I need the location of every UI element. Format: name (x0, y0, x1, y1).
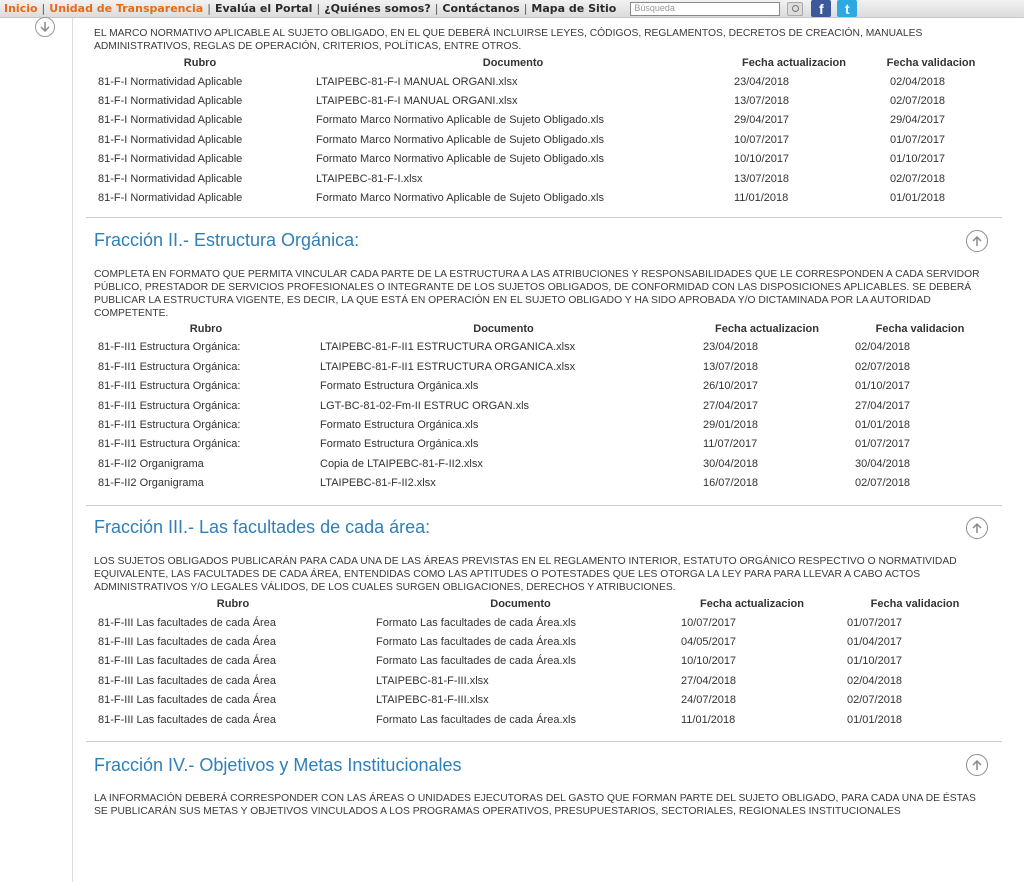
document-link[interactable]: Copia de LTAIPEBC-81-F-II2.xlsx (320, 457, 483, 470)
table-row (94, 169, 994, 188)
table-cell: 81-F-I Normatividad Aplicable (98, 172, 243, 185)
table-cell: 10/10/2017 (734, 153, 790, 166)
column-header: Fecha actualizacion (742, 57, 846, 69)
nav-link-1[interactable]: Unidad de Transparencia (49, 2, 204, 15)
section-title: Fracción IV.- Objetivos y Metas Institucionales (94, 754, 462, 775)
table-cell: 01/01/2018 (847, 713, 903, 726)
table-cell: 11/01/2018 (734, 192, 789, 205)
column-header: Rubro (189, 322, 223, 335)
document-link[interactable]: Formato Marco Normativo Aplicable de Sujeto Obligado.xls (316, 153, 604, 166)
column-header: Fecha validacion (886, 57, 976, 69)
document-link[interactable]: LTAIPEBC-81-F-III.xlsx (376, 694, 489, 707)
table-row (94, 111, 994, 130)
document-link[interactable]: LTAIPEBC-81-F-I MANUAL ORGANI.xlsx (316, 95, 518, 108)
section-title: Fracción III.- Las facultades de cada área: (94, 517, 431, 538)
table-row (94, 130, 994, 149)
document-link[interactable]: LTAIPEBC-81-F-III.xlsx (376, 674, 489, 687)
documents-table (94, 54, 994, 208)
table-cell: 30/04/2018 (855, 457, 911, 470)
table-row (94, 435, 995, 454)
table-row (94, 690, 995, 709)
table-cell: 27/04/2017 (855, 399, 911, 412)
gutter-divider (72, 18, 73, 882)
table-cell: 16/07/2018 (703, 477, 759, 490)
table-cell: 02/07/2018 (890, 172, 946, 185)
table-cell: 81-F-I Normatividad Aplicable (98, 95, 243, 108)
table-cell: 81-F-I Normatividad Aplicable (98, 153, 243, 166)
table-cell: 01/10/2017 (847, 655, 903, 668)
nav-link-2[interactable]: Evalúa el Portal (214, 2, 313, 15)
table-cell: 11/07/2017 (703, 438, 758, 451)
twitter-icon[interactable]: t (837, 0, 857, 17)
column-header: Fecha validacion (870, 597, 960, 610)
section-description: LOS SUJETOS OBLIGADOS PUBLICARÁN PARA CADA UNA DE LAS ÁREAS PREVISTAS EN EL REGLAMENTO INTERIOR, ESTATUTO ORGÁNICO RESPECTIVO O NORMATIVIDAD EQUIVALENTE, LAS FACULTADES DE CADA ÁREA, ENTENDIDAS COMO LAS APTITUDES O POTESTADES QUE LES OTORGA LA LEY PARA PARA LLEVAR A CABO ACTOS ADMINISTRATIVOS Y/O LEGALES VÁLIDOS, DE LOS CUALES SURGEN OBLIGACIONES, DERECHOS Y ATRIBUCIONES. (94, 555, 957, 593)
top-nav-bar (0, 0, 1024, 18)
table-cell: 24/07/2018 (681, 694, 737, 707)
document-link[interactable]: LTAIPEBC-81-F-II2.xlsx (320, 477, 436, 490)
table-row (94, 710, 995, 729)
table-cell: 81-F-I Normatividad Aplicable (98, 133, 243, 146)
nav-link-5[interactable]: Mapa de Sitio (531, 2, 617, 15)
table-cell: 01/01/2018 (855, 418, 911, 431)
scroll-up-icon[interactable] (966, 754, 988, 776)
table-row (94, 377, 995, 396)
table-cell: 01/10/2017 (855, 380, 911, 393)
document-link[interactable]: LTAIPEBC-81-F-I MANUAL ORGANI.xlsx (316, 75, 518, 88)
section-description: COMPLETA EN FORMATO QUE PERMITA VINCULAR CADA PARTE DE LA ESTRUCTURA A LAS ATRIBUCIONES Y RESPONSABILIDADES QUE LE CORRESPONDEN A CADA SERVIDOR PÚBLICO, PRESTADOR DE SERVICIOS PROFESIONALES O INTEGRANTE DE LOS SUJETOS OBLIGADOS, DE CONFORMIDAD CON LAS DISPOSICIONES APLICABLES. SE DEBERÁ PUBLICAR LA ESTRUCTURA VIGENTE, ES DECIR, LA QUE ESTÁ EN OPERACIÓN EN EL SUJETO OBLIGADO Y HA SIDO APROBADA Y/O DICTAMINADA POR LA AUTORIDAD COMPETENTE. (94, 268, 980, 319)
document-link[interactable]: Formato Las facultades de cada Área.xls (376, 616, 576, 629)
table-cell: 04/05/2017 (681, 635, 737, 648)
column-header: Rubro (216, 597, 250, 610)
column-header: Documento (473, 322, 534, 335)
nav-link-0[interactable]: Inicio (4, 2, 38, 15)
document-link[interactable]: Formato Estructura Orgánica.xls (320, 438, 479, 451)
column-header: Documento (482, 57, 544, 69)
document-link[interactable]: Formato Las facultades de cada Área.xls (376, 713, 576, 726)
document-link[interactable]: Formato Marco Normativo Aplicable de Sujeto Obligado.xls (316, 133, 604, 146)
table-row (94, 473, 995, 492)
table-cell: 81-F-III Las facultades de cada Área (98, 635, 276, 648)
table-header-row (94, 320, 995, 338)
table-cell: 02/04/2018 (890, 75, 946, 88)
table-cell: 02/07/2018 (890, 95, 946, 108)
document-link[interactable]: Formato Estructura Orgánica.xls (320, 418, 479, 431)
table-cell: 01/07/2017 (847, 616, 903, 629)
table-cell: 11/01/2018 (681, 713, 736, 726)
table-cell: 81-F-III Las facultades de cada Área (98, 694, 276, 707)
section-divider (86, 505, 1002, 506)
table-cell: 81-F-II2 Organigrama (98, 457, 204, 470)
table-cell: 10/10/2017 (681, 655, 737, 668)
nav-link-3[interactable]: ¿Quiénes somos? (324, 2, 431, 15)
table-header-row (94, 54, 994, 72)
table-cell: 81-F-II1 Estructura Orgánica: (98, 399, 241, 412)
table-cell: 02/07/2018 (855, 360, 911, 373)
table-cell: 30/04/2018 (703, 457, 759, 470)
document-link[interactable]: Formato Las facultades de cada Área.xls (376, 635, 576, 648)
table-cell: 27/04/2017 (703, 399, 759, 412)
nav-separator: | (523, 2, 528, 15)
search-input[interactable]: Búsqueda (630, 2, 780, 16)
table-cell: 23/04/2018 (734, 75, 790, 88)
table-row (94, 632, 995, 651)
documents-table (94, 320, 995, 493)
table-row (94, 396, 995, 415)
table-cell: 02/04/2018 (847, 674, 903, 687)
section-divider (86, 741, 1002, 742)
table-header-row (94, 595, 995, 613)
table-cell: 81-F-II1 Estructura Orgánica: (98, 341, 241, 354)
table-cell: 81-F-I Normatividad Aplicable (98, 192, 243, 205)
table-cell: 81-F-I Normatividad Aplicable (98, 114, 243, 127)
table-cell: 02/04/2018 (855, 341, 911, 354)
nav-link-4[interactable]: Contáctanos (442, 2, 520, 15)
table-row (94, 454, 995, 473)
table-cell: 10/07/2017 (734, 133, 790, 146)
column-header: Documento (490, 597, 551, 610)
table-cell: 81-F-I Normatividad Aplicable (98, 75, 243, 88)
table-row (94, 415, 995, 434)
table-cell: 10/07/2017 (681, 616, 737, 629)
section-fraccion-iv (86, 745, 1002, 818)
document-link[interactable]: Formato Marco Normativo Aplicable de Sujeto Obligado.xls (316, 114, 604, 127)
document-link[interactable]: Formato Marco Normativo Aplicable de Sujeto Obligado.xls (316, 192, 604, 205)
table-cell: 81-F-II1 Estructura Orgánica: (98, 438, 241, 451)
section-description: LA INFORMACIÓN DEBERÁ CORRESPONDER CON LAS ÁREAS O UNIDADES EJECUTORAS DEL GASTO QUE FORMAN PARTE DEL SUJETO OBLIGADO, PARA CADA UNA DE ÉSTAS SE PUBLICARÁN SUS METAS Y OBJETIVOS VINCULADOS A LOS PROGRAMAS OPERATIVOS, PRESUPUESTARIOS, SECTORIALES, REGIONALES INSTITUCIONALES (94, 793, 976, 818)
table-cell: 29/01/2018 (703, 418, 759, 431)
table-row (94, 150, 994, 169)
nav-separator: | (41, 2, 46, 15)
section-fraccion-iii (86, 508, 1002, 741)
column-header: Fecha actualizacion (700, 597, 804, 610)
scroll-down-icon[interactable] (35, 17, 55, 37)
table-cell: 81-F-III Las facultades de cada Área (98, 674, 276, 687)
table-cell: 02/07/2018 (855, 477, 911, 490)
table-row (94, 613, 995, 632)
table-cell: 01/01/2018 (890, 192, 946, 205)
table-cell: 13/07/2018 (734, 95, 790, 108)
documents-table (94, 595, 995, 729)
column-header: Fecha validacion (875, 322, 965, 335)
section-title: Fracción II.- Estructura Orgánica: (94, 230, 360, 251)
table-row (94, 91, 994, 110)
facebook-icon[interactable]: f (811, 0, 831, 17)
table-cell: 81-F-II1 Estructura Orgánica: (98, 380, 241, 393)
table-cell: 01/07/2017 (890, 133, 946, 146)
table-row (94, 72, 994, 91)
table-cell: 29/04/2017 (734, 114, 790, 127)
section-fraccion-ii (86, 221, 1002, 505)
table-cell: 02/07/2018 (847, 694, 903, 707)
table-cell: 81-F-II1 Estructura Orgánica: (98, 418, 241, 431)
nav-separator: | (316, 2, 321, 15)
table-cell: 13/07/2018 (734, 172, 790, 185)
table-cell: 81-F-II2 Organigrama (98, 477, 204, 490)
main-nav (0, 2, 616, 15)
table-row (94, 188, 994, 207)
search-button[interactable] (787, 2, 803, 16)
scroll-up-icon[interactable] (966, 230, 988, 252)
nav-separator: | (434, 2, 439, 15)
scroll-up-icon[interactable] (966, 517, 988, 539)
column-header: Rubro (183, 57, 217, 69)
table-cell: 01/10/2017 (890, 153, 946, 166)
document-link[interactable]: LTAIPEBC-81-F-II1 ESTRUCTURA ORGANICA.xlsx (320, 341, 576, 354)
table-cell: 01/07/2017 (855, 438, 911, 451)
section-fraccion-i (86, 18, 1002, 217)
section-description: EL MARCO NORMATIVO APLICABLE AL SUJETO OBLIGADO, EN EL QUE DEBERÁ INCLUIRSE LEYES, CÓDIGOS, REGLAMENTOS, DECRETOS DE CREACIÓN, MANUALES ADMINISTRATIVOS, REGLAS DE OPERACIÓN, CRITERIOS, POLÍTICAS, ENTRE OTROS. (94, 28, 923, 52)
document-link[interactable]: LGT-BC-81-02-Fm-II ESTRUC ORGAN.xls (320, 399, 530, 412)
column-header: Fecha actualizacion (715, 322, 819, 335)
table-cell: 81-F-III Las facultades de cada Área (98, 655, 276, 668)
table-cell: 81-F-III Las facultades de cada Área (98, 616, 276, 629)
table-row (94, 652, 995, 671)
table-row (94, 671, 995, 690)
document-link[interactable]: LTAIPEBC-81-F-II1 ESTRUCTURA ORGANICA.xlsx (320, 360, 576, 373)
section-divider (86, 217, 1002, 218)
table-cell: 26/10/2017 (703, 380, 759, 393)
document-link[interactable]: Formato Las facultades de cada Área.xls (376, 655, 576, 668)
document-link[interactable]: LTAIPEBC-81-F-I.xlsx (316, 172, 423, 185)
document-link[interactable]: Formato Estructura Orgánica.xls (320, 380, 479, 393)
table-cell: 81-F-II1 Estructura Orgánica: (98, 360, 241, 373)
table-cell: 27/04/2018 (681, 674, 737, 687)
table-row (94, 338, 995, 357)
table-cell: 13/07/2018 (703, 360, 759, 373)
table-cell: 29/04/2017 (890, 114, 946, 127)
table-row (94, 357, 995, 376)
nav-separator: | (207, 2, 211, 15)
table-cell: 81-F-III Las facultades de cada Área (98, 713, 276, 726)
table-cell: 01/04/2017 (847, 635, 903, 648)
main-content (86, 18, 1002, 818)
table-cell: 23/04/2018 (703, 341, 759, 354)
